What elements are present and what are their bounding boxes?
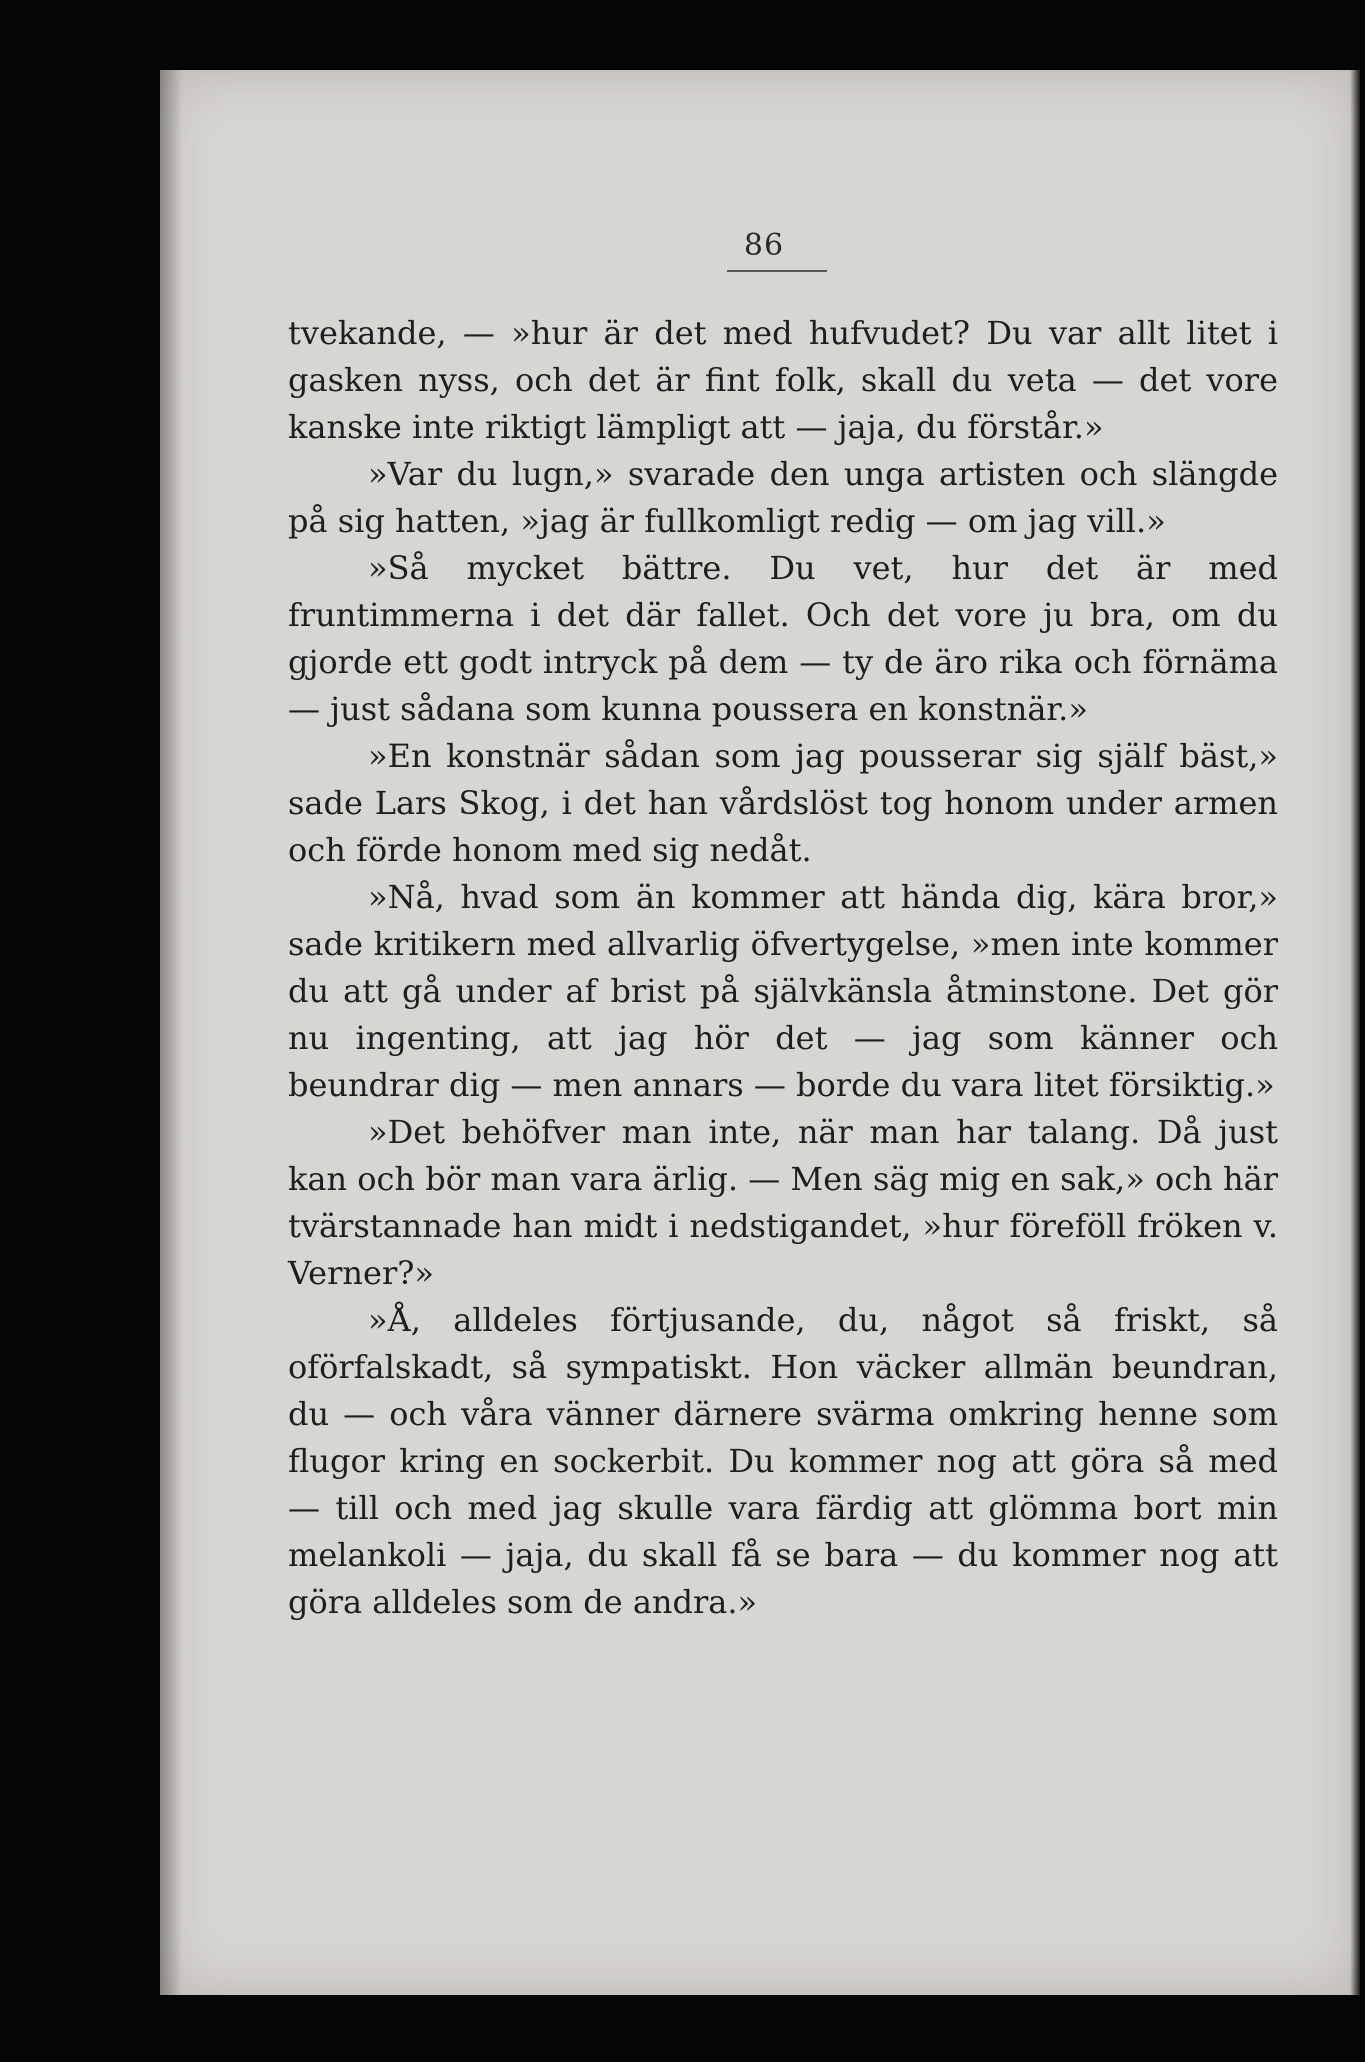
paragraph-1: tvekande, — »hur är det med hufvudet? Du var allt litet i gasken nyss, och det är fint folk, skall du veta — det vore kanske inte riktigt lämpligt att — jaja, du förstår.» — [288, 314, 1278, 446]
page-number-rule — [727, 270, 827, 272]
paragraph-3: »Så mycket bättre. Du vet, hur det är med fruntimmerna i det där fallet. Och det vore ju bra, om du gjorde ett godt intryck på dem — ty de äro rika och förnäma — just sådana som kunna poussera en konstnär.» — [288, 549, 1278, 728]
paragraph-2: »Var du lugn,» svarade den unga artisten och slängde på sig hatten, »jag är fullkomligt redig — om jag vill.» — [288, 455, 1278, 540]
gutter-shadow — [160, 70, 182, 1995]
page-edge — [1350, 70, 1360, 1995]
page-number: 86 — [743, 228, 785, 263]
paragraph-5: »Nå, hvad som än kommer att hända dig, kära bror,» sade kritikern med allvarlig öfvertygelse, »men inte kommer du att gå under af brist på självkänsla åtminstone. Det gör nu ingenting, att jag hör det — jag som känner och beundrar dig — men annars — borde du vara litet försiktig.» — [288, 878, 1278, 1104]
body-text — [288, 310, 1278, 1626]
paragraph-7: »Å, alldeles förtjusande, du, något så friskt, så oförfalskadt, så sympatiskt. Hon väcker allmän beundran, du — och våra vänner därnere svärma omkring henne som flugor kring en sockerbit. Du kommer nog att göra så med — till och med jag skulle vara färdig att glömma bort min melankoli — jaja, du skall få se bara — du kommer nog att göra alldeles som de andra.» — [288, 1301, 1278, 1621]
paragraph-4: »En konstnär sådan som jag pousserar sig själf bäst,» sade Lars Skog, i det han vårdslöst tog honom under armen och förde honom med sig nedåt. — [288, 737, 1278, 869]
book-page — [160, 70, 1360, 1995]
paragraph-6: »Det behöfver man inte, när man har talang. Då just kan och bör man vara ärlig. — Men säg mig en sak,» och här tvärstannade han midt i nedstigandet, »hur föreföll fröken v. Verner?» — [288, 1113, 1278, 1292]
